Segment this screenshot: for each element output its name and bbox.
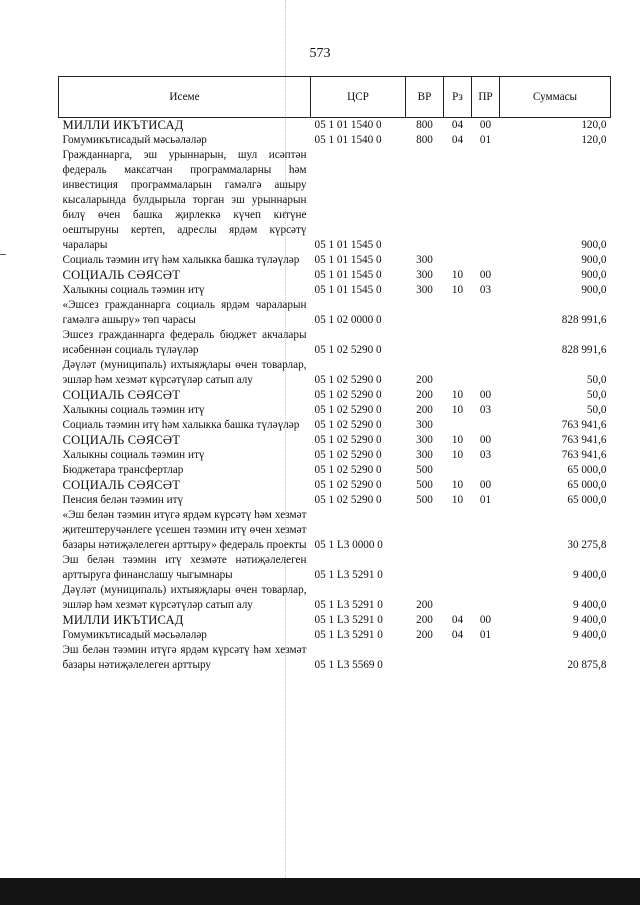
cell-code: 05 1 L3 5569 0	[314, 659, 383, 671]
cell-rz: 04	[451, 614, 464, 626]
cell-rz: 04	[451, 119, 464, 131]
cell-code: 05 1 L3 0000 0	[314, 539, 383, 551]
cell-name: СОЦИАЛЬ СӘЯСӘТ	[62, 433, 181, 447]
table-row	[59, 643, 611, 673]
cell-pr	[472, 553, 500, 583]
cell-code: 05 1 02 5290 0	[314, 404, 382, 416]
cell-code: 05 1 02 5290 0	[314, 389, 382, 401]
cell-pr: 03	[479, 404, 492, 416]
cell-pr: 01	[479, 494, 492, 506]
cell-code: 05 1 02 5290 0	[314, 479, 382, 491]
cell-pr	[472, 298, 500, 328]
cell-rz	[444, 583, 472, 613]
cell-vr: 300	[416, 254, 433, 266]
cell-code: 05 1 01 1545 0	[314, 284, 382, 296]
cell-code: 05 1 02 5290 0	[314, 344, 382, 356]
table-row	[59, 448, 611, 463]
cell-pr: 00	[479, 614, 492, 626]
cell-sum: 828 991,6	[561, 344, 607, 356]
table-row	[59, 148, 611, 253]
cell-code: 05 1 L3 5291 0	[314, 569, 383, 581]
cell-pr	[472, 583, 500, 613]
cell-vr	[406, 148, 444, 253]
cell-name: СОЦИАЛЬ СӘЯСӘТ	[62, 478, 181, 492]
cell-sum: 50,0	[586, 404, 607, 416]
cell-rz	[444, 298, 472, 328]
cell-name: МИЛЛИ ИКЪТИСАД	[62, 118, 184, 132]
cell-name: Пенсия белән тәэмин итү	[62, 494, 184, 506]
table-row	[59, 478, 611, 493]
cell-sum: 120,0	[581, 119, 607, 131]
table-row	[59, 418, 611, 433]
table-row	[59, 283, 611, 298]
cell-code: 05 1 01 1540 0	[314, 119, 382, 131]
cell-pr	[472, 328, 500, 358]
cell-name: «Эш белән тәэмин итүгә ярдәм күрсәтү һәм хезмәт җитештеручәнлеге үсешен тәэмин итү өчен хезмәт базары нәтиҗәлелеген арттыру» федераль проекты	[62, 509, 307, 551]
table-row	[59, 583, 611, 613]
cell-sum: 120,0	[581, 134, 607, 146]
cell-rz	[444, 328, 472, 358]
cell-code: 05 1 02 5290 0	[314, 434, 382, 446]
cell-sum: 65 000,0	[567, 464, 607, 476]
cell-name: МИЛЛИ ИКЪТИСАД	[62, 613, 184, 627]
table-row	[59, 403, 611, 418]
cell-vr: 200	[416, 599, 433, 611]
table-row	[59, 328, 611, 358]
cell-vr: 200	[416, 389, 433, 401]
table-row	[59, 358, 611, 388]
cell-code: 05 1 01 1545 0	[314, 269, 382, 281]
cell-vr: 200	[416, 614, 433, 626]
cell-vr: 300	[416, 269, 433, 281]
cell-name: Гомумикътисадый мәсьәләләр	[62, 134, 207, 146]
cell-vr	[406, 328, 444, 358]
cell-sum: 900,0	[581, 284, 607, 296]
cell-code: 05 1 02 5290 0	[314, 494, 382, 506]
cell-vr	[406, 553, 444, 583]
cell-rz: 10	[451, 284, 464, 296]
cell-code: 05 1 02 5290 0	[314, 464, 382, 476]
cell-sum: 763 941,6	[561, 434, 607, 446]
cell-sum: 9 400,0	[572, 569, 607, 581]
cell-rz	[444, 148, 472, 253]
cell-vr: 500	[416, 479, 433, 491]
column-header-pr: ПР	[472, 77, 500, 118]
cell-code: 05 1 L3 5291 0	[314, 629, 383, 641]
cell-code: 05 1 02 0000 0	[314, 314, 382, 326]
column-header-sum: Суммасы	[500, 77, 611, 118]
cell-vr	[406, 508, 444, 553]
cell-pr: 01	[479, 134, 492, 146]
cell-vr: 800	[416, 134, 433, 146]
table-row	[59, 553, 611, 583]
cell-pr: 03	[479, 284, 492, 296]
cell-pr: 00	[479, 434, 492, 446]
cell-code: 05 1 L3 5291 0	[314, 599, 383, 611]
cell-code: 05 1 02 5290 0	[314, 419, 382, 431]
cell-vr: 300	[416, 449, 433, 461]
cell-sum: 20 875,8	[567, 659, 607, 671]
cell-name: Халыкны социаль тәэмин итү	[62, 404, 205, 416]
cell-vr: 200	[416, 404, 433, 416]
cell-pr: 00	[479, 269, 492, 281]
cell-pr	[472, 418, 500, 433]
table-row	[59, 433, 611, 448]
table-header	[59, 77, 611, 118]
cell-name: Халыкны социаль тәэмин итү	[62, 284, 205, 296]
cell-sum: 763 941,6	[561, 419, 607, 431]
cell-pr	[472, 358, 500, 388]
cell-rz	[444, 418, 472, 433]
cell-name: Эш белән тәэмин итү хезмәте нәтиҗәлелеген арттыруга финанслашу чыгымнары	[62, 554, 307, 581]
cell-rz: 10	[451, 479, 464, 491]
cell-name: СОЦИАЛЬ СӘЯСӘТ	[62, 388, 181, 402]
cell-sum: 30 275,8	[567, 539, 607, 551]
cell-rz: 10	[451, 269, 464, 281]
cell-sum: 900,0	[581, 254, 607, 266]
cell-name: «Эшсез гражданнарга социаль ярдәм чараларын гамәлгә ашыру» төп чарасы	[62, 299, 307, 326]
cell-name: Гомумикътисадый мәсьәләләр	[62, 629, 207, 641]
cell-sum: 900,0	[581, 269, 607, 281]
cell-rz: 10	[451, 494, 464, 506]
cell-name: Дәүләт (муниципаль) ихтыяҗлары өчен товарлар, эшләр һәм хезмәт күрсәтүләр сатып алу	[62, 359, 307, 386]
table-row	[59, 298, 611, 328]
cell-sum: 9 400,0	[572, 614, 607, 626]
cell-pr	[472, 643, 500, 673]
cell-rz: 10	[451, 404, 464, 416]
budget-table	[58, 76, 611, 673]
cell-vr: 200	[416, 629, 433, 641]
cell-rz: 10	[451, 389, 464, 401]
cell-name: СОЦИАЛЬ СӘЯСӘТ	[62, 268, 181, 282]
cell-code: 05 1 L3 5291 0	[314, 614, 383, 626]
cell-rz	[444, 463, 472, 478]
table-body	[59, 118, 611, 674]
cell-code: 05 1 01 1545 0	[314, 239, 382, 251]
cell-rz: 10	[451, 434, 464, 446]
column-header-vr: ВР	[406, 77, 444, 118]
cell-vr	[406, 298, 444, 328]
table-row	[59, 268, 611, 283]
cell-vr: 500	[416, 494, 433, 506]
table-row	[59, 253, 611, 268]
cell-pr	[472, 148, 500, 253]
table-row	[59, 388, 611, 403]
cell-pr: 00	[479, 119, 492, 131]
cell-rz: 04	[451, 629, 464, 641]
cell-vr: 800	[416, 119, 433, 131]
cell-name: Дәүләт (муниципаль) ихтыяҗлары өчен товарлар, эшләр һәм хезмәт күрсәтүләр сатып алу	[62, 584, 307, 611]
cell-name: Гражданнарга, эш урыннарын, шул исәптән федераль максатчан программаларны һәм инвестиция программаларын гамәлгә ашыру кысаларында булдырыла торган эш урыннарын билү өчен башка җирлеккә күчеп китүне оештыруны кертеп, адреслы ярдәм күрсәтү чаралары	[62, 149, 307, 251]
table-row	[59, 493, 611, 508]
cell-name: Халыкны социаль тәэмин итү	[62, 449, 205, 461]
cell-pr	[472, 463, 500, 478]
cell-name: Эш белән тәэмин итүгә ярдәм күрсәтү һәм хезмәт базары нәтиҗәлелеген арттыру	[62, 644, 307, 671]
cell-sum: 50,0	[586, 374, 607, 386]
table-row	[59, 628, 611, 643]
cell-vr: 200	[416, 374, 433, 386]
cell-pr: 03	[479, 449, 492, 461]
cell-sum: 65 000,0	[567, 479, 607, 491]
cell-pr: 01	[479, 629, 492, 641]
cell-sum: 763 941,6	[561, 449, 607, 461]
column-header-rz: Рз	[444, 77, 472, 118]
cell-pr: 00	[479, 389, 492, 401]
cell-vr: 300	[416, 434, 433, 446]
cell-rz: 04	[451, 134, 464, 146]
table-row	[59, 463, 611, 478]
cell-name: Социаль тәэмин итү һәм халыкка башка түләүләр	[62, 254, 300, 266]
cell-sum: 900,0	[581, 239, 607, 251]
cell-vr: 500	[416, 464, 433, 476]
cell-rz	[444, 508, 472, 553]
cell-vr: 300	[416, 419, 433, 431]
table-row	[59, 613, 611, 628]
cell-sum: 50,0	[586, 389, 607, 401]
cell-vr: 300	[416, 284, 433, 296]
cell-rz: 10	[451, 449, 464, 461]
page-number: 573	[309, 46, 331, 61]
cell-rz	[444, 553, 472, 583]
cell-sum: 65 000,0	[567, 494, 607, 506]
cell-sum: 828 991,6	[561, 314, 607, 326]
column-header-name: Исеме	[59, 77, 311, 118]
cell-name: Бюджетара трансфертлар	[62, 464, 184, 476]
cell-sum: 9 400,0	[572, 629, 607, 641]
cell-code: 05 1 01 1545 0	[314, 254, 382, 266]
table-row	[59, 118, 611, 134]
cell-pr	[472, 253, 500, 268]
scan-margin-mark	[0, 254, 6, 255]
table-row	[59, 133, 611, 148]
cell-code: 05 1 02 5290 0	[314, 374, 382, 386]
cell-rz	[444, 358, 472, 388]
cell-name: Социаль тәэмин итү һәм халыкка башка түләүләр	[62, 419, 300, 431]
table-row	[59, 508, 611, 553]
scan-bottom-edge	[0, 878, 640, 905]
cell-rz	[444, 253, 472, 268]
cell-rz	[444, 643, 472, 673]
cell-sum: 9 400,0	[572, 599, 607, 611]
column-header-code: ЦСР	[311, 77, 406, 118]
cell-pr	[472, 508, 500, 553]
cell-code: 05 1 01 1540 0	[314, 134, 382, 146]
cell-code: 05 1 02 5290 0	[314, 449, 382, 461]
cell-vr	[406, 643, 444, 673]
cell-name: Эшсез гражданнарга федераль бюджет акчалары исәбеннән социаль түләүләр	[62, 329, 307, 356]
cell-pr: 00	[479, 479, 492, 491]
